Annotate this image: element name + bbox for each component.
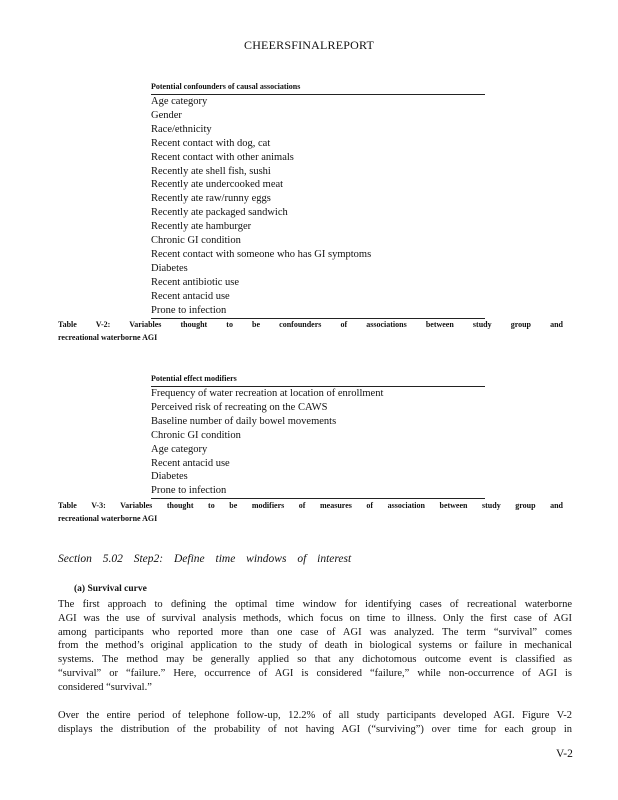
table-row: Baseline number of daily bowel movements xyxy=(151,415,337,427)
confounders-table-header: Potential confounders of causal associations xyxy=(151,80,485,95)
table-row: Chronic GI condition xyxy=(151,429,241,441)
effect-modifiers-table-header: Potential effect modifiers xyxy=(151,372,485,387)
paragraph-line: The first approach to defining the optimal time window for identifying cases of recreational waterborne xyxy=(58,599,572,610)
table-row: Diabetes xyxy=(151,262,188,274)
effect-modifiers-table-body xyxy=(151,387,485,499)
table-row: Recent contact with other animals xyxy=(151,151,294,163)
survival-paragraph xyxy=(58,598,572,695)
paragraph-line: considered “survival.” xyxy=(58,681,152,693)
paragraph-line: “survival” or “failure.” Here, occurrence of AGI is considered “failure,” while non-occurrence of AGI is xyxy=(58,667,572,679)
follow-up-paragraph xyxy=(58,709,572,737)
table-v3-caption-line1: Table V-3: Variables thought to be modifiers of measures of association between study group and xyxy=(58,501,563,510)
effect-modifiers-table xyxy=(151,372,485,499)
table-row: Recently ate raw/runny eggs xyxy=(151,193,271,205)
table-row: Race/ethnicity xyxy=(151,123,212,135)
table-row: Prone to infection xyxy=(151,304,485,319)
table-row: Prone to infection xyxy=(151,484,485,499)
table-row: Age category xyxy=(151,96,208,107)
table-row: Chronic GI condition xyxy=(151,235,241,247)
confounders-table-body xyxy=(151,95,485,319)
table-v2-caption xyxy=(58,318,563,344)
table-row: Recently ate hamburger xyxy=(151,221,252,233)
table-row: Recently ate shell fish, sushi xyxy=(151,165,271,177)
table-row: Recent contact with someone who has GI symptoms xyxy=(151,248,372,260)
table-v3-caption xyxy=(58,499,563,525)
paragraph-line: Over the entire period of telephone follow-up, 12.2% of all study participants developed AGI. Figure V-2 xyxy=(58,710,572,721)
confounders-table xyxy=(151,80,485,319)
report-title: CHEERSFINALREPORT xyxy=(243,38,375,52)
table-v2-caption-line1: Table V-2: Variables thought to be confounders of associations between study group and xyxy=(58,320,563,329)
page-number: V-2 xyxy=(556,748,573,760)
table-row: Gender xyxy=(151,109,182,121)
table-row: Recent antacid use xyxy=(151,290,230,302)
table-row: Age category xyxy=(151,443,208,455)
paragraph-line: among participants who reported more than one case of AGI was analyzed. The term “survival” comes xyxy=(58,626,572,638)
table-row: Perceived risk of recreating on the CAWS xyxy=(151,401,328,413)
subsection-heading: (a) Survival curve xyxy=(74,584,147,594)
table-row: Diabetes xyxy=(151,471,188,483)
table-row: Recent antibiotic use xyxy=(151,276,240,288)
table-row: Recently ate packaged sandwich xyxy=(151,207,288,219)
table-v2-caption-line2: recreational waterborne AGI xyxy=(58,333,158,342)
table-row: Recently ate undercooked meat xyxy=(151,179,284,191)
table-row: Recent antacid use xyxy=(151,457,230,469)
section-heading: Section 5.02 Step2: Define time windows of interest xyxy=(58,553,352,565)
paragraph-line: from the method’s original application to the study of death in biological systems or failure in mechanical xyxy=(58,640,572,652)
paragraph-line: systems. The method may be generally applied so that any dichotomous outcome event is classified as xyxy=(58,654,572,666)
paragraph-line: displays the distribution of the probability of not having AGI (“surviving”) over time for each group in xyxy=(58,723,572,735)
table-row: Recent contact with dog, cat xyxy=(151,137,271,149)
table-v3-caption-line2: recreational waterborne AGI xyxy=(58,514,158,523)
paragraph-line: AGI was the use of survival analysis methods, which focus on time to illness. Only the first case of AGI xyxy=(58,612,572,624)
table-row: Frequency of water recreation at location of enrollment xyxy=(151,388,384,399)
